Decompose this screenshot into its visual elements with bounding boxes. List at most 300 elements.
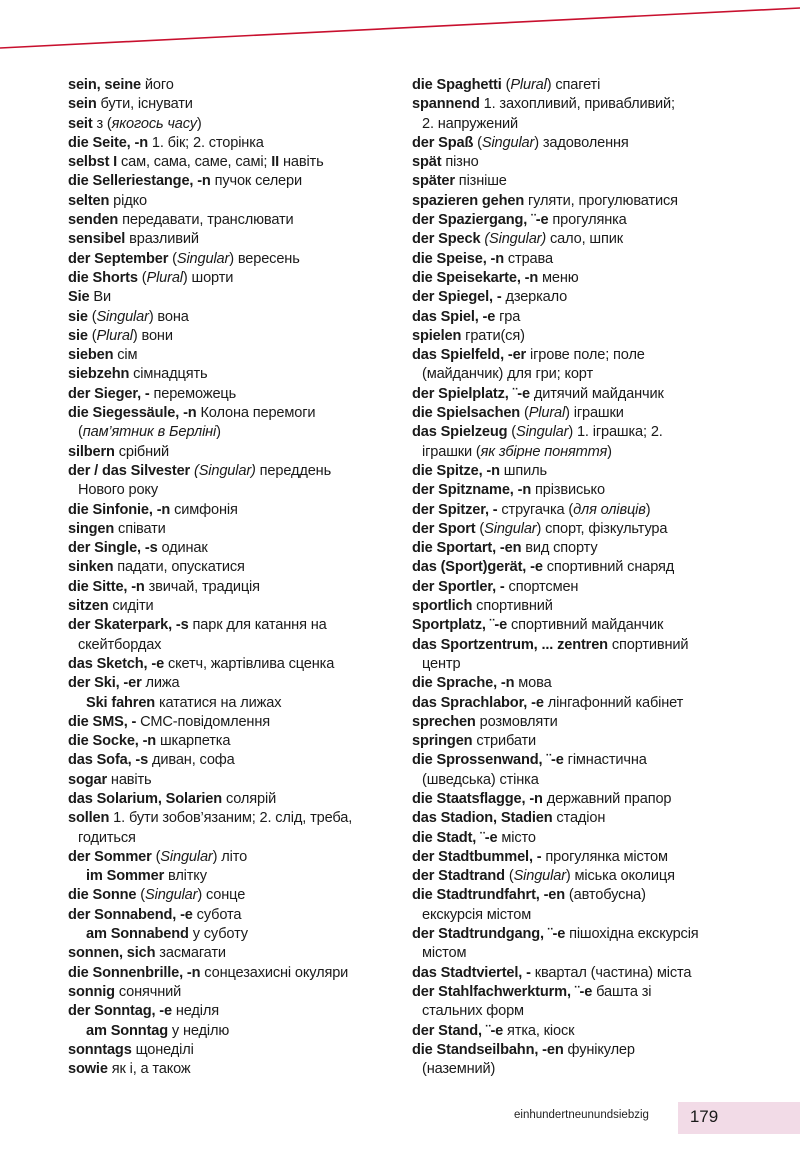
grammar-note: Singular: [160, 848, 213, 865]
headword: singen: [68, 520, 115, 537]
headword: sensibel: [68, 231, 126, 248]
headword: sprechen: [412, 713, 476, 730]
headword: selten: [68, 192, 110, 209]
dictionary-entry: [68, 790, 390, 809]
translation: ) задоволення: [534, 134, 629, 151]
dictionary-entry: [68, 1060, 390, 1079]
translation: ) вона: [148, 308, 189, 325]
headword: das Sketch, -e: [68, 655, 165, 672]
headword: senden: [68, 212, 119, 229]
dictionary-entry: [412, 1041, 792, 1060]
dictionary-entry: [412, 983, 792, 1002]
headword: der Sommer: [68, 848, 152, 865]
headword: die Stadtrundfahrt, -en: [412, 887, 566, 904]
translation: фунікулер: [563, 1041, 635, 1058]
headword: sein: [68, 96, 97, 113]
dictionary-entry: [68, 134, 390, 153]
translation: ) спорт, фізкультура: [536, 520, 668, 537]
headword: silbern: [68, 443, 115, 460]
translation: ) 1. іграшка; 2.: [568, 424, 663, 441]
dictionary-entry: [68, 558, 390, 577]
dictionary-entry: [68, 211, 390, 230]
dictionary-entry: [412, 886, 792, 905]
dictionary-entry: [68, 308, 390, 327]
grammar-note: Singular: [516, 424, 569, 441]
translation: 1. бік; 2. сторінка: [147, 134, 264, 151]
dictionary-entry: [412, 674, 792, 693]
dictionary-entry: [68, 578, 390, 597]
translation: (: [507, 424, 516, 441]
translation: шпиль: [499, 462, 547, 479]
entry-continuation: [412, 655, 792, 674]
translation: звичай, традиція: [144, 578, 260, 595]
headword: die Spaghetti: [412, 77, 502, 93]
translation: башта зі: [592, 983, 652, 1000]
headword: die Sonnenbrille, -n: [68, 964, 201, 981]
dictionary-entry: [412, 288, 792, 307]
headword: der Spaziergang, ¨-e: [412, 212, 549, 229]
grammar-note: Singular: [481, 134, 535, 151]
translation: екскурсія містом: [422, 906, 532, 923]
headword: der Spiegel, -: [412, 289, 502, 306]
headword: die Spielsachen: [412, 405, 521, 422]
translation: переддень: [255, 462, 332, 479]
dictionary-entry: [412, 385, 792, 404]
headword: Sportplatz, ¨-e: [412, 617, 508, 634]
headword: die Sprossenwand, ¨-e: [412, 752, 564, 769]
entry-continuation: [412, 443, 792, 462]
translation: одинак: [157, 540, 208, 557]
headword: sowie: [68, 1061, 108, 1078]
dictionary-entry: [412, 211, 792, 230]
entry-continuation: [412, 365, 792, 384]
grammar-note: як збірне поняття: [480, 443, 608, 460]
dictionary-entry: [412, 616, 792, 635]
dictionary-entry: [412, 597, 792, 616]
grammar-note: Singular: [484, 520, 537, 537]
dictionary-entry: [412, 790, 792, 809]
translation: (шведська) стінка: [422, 771, 539, 788]
translation: сім: [113, 347, 138, 364]
dictionary-entry: [68, 269, 390, 288]
dictionary-entry: [412, 1022, 792, 1041]
translation: мова: [514, 675, 552, 692]
translation: ): [645, 501, 651, 518]
entry-continuation: [412, 1002, 792, 1021]
dictionary-entry: [412, 192, 792, 211]
dictionary-entry: [68, 848, 390, 867]
dictionary-entry: [68, 346, 390, 365]
headword: sogar: [68, 771, 107, 788]
dictionary-entry: [412, 230, 792, 249]
dictionary-entry: [412, 867, 792, 886]
headword: das Spielzeug: [412, 424, 508, 441]
dictionary-entry: [412, 578, 792, 597]
grammar-note: Plural: [146, 269, 183, 286]
headword: das (Sport)gerät, -e: [412, 559, 543, 576]
entry-continuation: [68, 636, 390, 655]
translation: розмовляти: [475, 713, 558, 730]
page-number-word: einhundertneunundsiebzig: [514, 1109, 649, 1121]
headword: der Skaterpark, -s: [68, 617, 189, 634]
grammar-note: Singular: [513, 868, 566, 885]
headword: spazieren gehen: [412, 192, 525, 209]
page-number: 179: [689, 1107, 719, 1126]
headword: die Standseilbahn, -en: [412, 1041, 564, 1058]
translation: квартал (частина) міста: [530, 964, 692, 981]
translation: гра: [495, 308, 521, 325]
grammar-note: для олівців: [573, 501, 646, 518]
headword: springen: [412, 733, 473, 750]
translation: сонячний: [114, 983, 182, 1000]
headword: sieben: [68, 347, 114, 364]
headword: die Speisekarte, -n: [412, 269, 539, 286]
dictionary-entry: [68, 771, 390, 790]
dictionary-entry: [412, 829, 792, 848]
dictionary-entry: [412, 346, 792, 365]
translation: гімнастична: [563, 752, 647, 769]
dictionary-entry: [68, 539, 390, 558]
translation: лижа: [141, 675, 180, 692]
translation: центр: [422, 655, 461, 672]
headword: die Stadt, ¨-e: [412, 829, 498, 846]
headword: später: [412, 173, 455, 190]
translation: дитячий майданчик: [529, 385, 664, 402]
left-column: [68, 76, 390, 1079]
dictionary-entry: [412, 751, 792, 770]
translation: державний прапор: [542, 790, 672, 807]
translation: ): [607, 443, 612, 460]
dictionary-entry: [68, 520, 390, 539]
translation: навіть: [107, 771, 152, 788]
translation: (: [520, 405, 529, 422]
dictionary-entry: [412, 732, 792, 751]
translation: (: [87, 308, 97, 325]
dictionary-entry: [68, 192, 390, 211]
translation: (: [475, 520, 485, 537]
translation: ) шорти: [182, 269, 234, 286]
dictionary-entry: [412, 848, 792, 867]
translation: у суботу: [188, 926, 248, 943]
translation: спортивний снаряд: [542, 559, 675, 576]
dictionary-entry: [68, 944, 390, 963]
translation: сонцезахисні окуляри: [200, 964, 349, 981]
dictionary-entry: [412, 308, 792, 327]
dictionary-entry: [68, 674, 390, 693]
translation: субота: [192, 906, 242, 923]
translation: ігрове поле; поле: [526, 347, 645, 364]
grammar-note: (Singular): [193, 462, 256, 479]
translation: пучок селери: [210, 173, 302, 190]
dictionary-entry: [68, 288, 390, 307]
translation: дзеркало: [501, 289, 568, 306]
dictionary-entry: [412, 539, 792, 558]
dictionary-entry: [68, 404, 390, 423]
translation: кататися на лижах: [155, 694, 282, 711]
grammar-note: якогось часу: [111, 115, 197, 132]
translation: переможець: [149, 385, 237, 402]
headword: die Speise, -n: [412, 250, 504, 267]
translation: срібний: [114, 443, 170, 460]
translation: Нового року: [78, 482, 158, 499]
headword: der Stahlfachwerkturm, ¨-e: [412, 983, 593, 1000]
translation: (: [78, 424, 83, 441]
dictionary-entry: [68, 153, 390, 172]
dictionary-entry: [68, 250, 390, 269]
translation: спортсмен: [504, 578, 579, 595]
grammar-note: пам’ятник в Берліні: [82, 424, 217, 441]
translation: з (: [92, 115, 112, 132]
translation: співати: [114, 520, 166, 537]
translation: місто: [497, 829, 536, 846]
headword: die Siegessäule, -n: [68, 405, 197, 422]
translation: (: [151, 848, 161, 865]
dictionary-entry: [68, 906, 390, 925]
headword: im Sommer: [86, 868, 165, 885]
translation: навіть: [279, 154, 324, 171]
headword: der Stadtrand: [412, 868, 505, 885]
dictionary-entry: [412, 462, 792, 481]
headword: spät: [412, 154, 442, 171]
translation: 1. захопливий, привабливий;: [479, 96, 675, 113]
translation: симфонія: [170, 501, 238, 518]
translation: прізвисько: [531, 482, 605, 499]
headword: siebzehn: [68, 366, 130, 383]
page-footer: [0, 1100, 800, 1134]
headword: die Socke, -n: [68, 733, 157, 750]
translation: страва: [503, 250, 553, 267]
dictionary-entry: [412, 520, 792, 539]
dictionary-entry: [68, 501, 390, 520]
translation: скетч, жартівлива сценка: [164, 655, 335, 672]
translation: влітку: [164, 868, 207, 885]
translation: стругачка (: [497, 501, 574, 518]
dictionary-entry: [412, 925, 792, 944]
dictionary-entry: [68, 713, 390, 732]
dictionary-entry: [68, 115, 390, 134]
headword: die Sonne: [68, 887, 137, 904]
top-accent-rule: [0, 0, 800, 60]
headword: der Ski, -er: [68, 675, 142, 692]
headword: die Sprache, -n: [412, 675, 515, 692]
dictionary-entry: [68, 1002, 390, 1021]
translation: сам, сама, саме, самі;: [117, 154, 272, 171]
dictionary-entry: [68, 172, 390, 191]
translation: стрибати: [472, 733, 537, 750]
translation: пізно: [441, 154, 479, 171]
translation: засмагати: [155, 945, 226, 962]
translation: його: [140, 77, 174, 93]
dictionary-entry: [412, 636, 792, 655]
headword: der Spielplatz, ¨-e: [412, 385, 530, 402]
sub-entry: [68, 867, 390, 886]
headword: sein, seine: [68, 77, 141, 93]
entry-continuation: [412, 944, 792, 963]
headword: Ski fahren: [86, 694, 156, 711]
headword: der September: [68, 250, 169, 267]
dictionary-entry: [412, 558, 792, 577]
dictionary-entry: [412, 327, 792, 346]
translation: прогулянка: [548, 212, 627, 229]
dictionary-entry: [412, 423, 792, 442]
headword: der Spitzname, -n: [412, 482, 532, 499]
translation: ) спагеті: [546, 77, 601, 93]
headword: der Sonnabend, -e: [68, 906, 193, 923]
dictionary-entry: [68, 809, 390, 828]
translation: містом: [422, 945, 467, 962]
translation: скейтбордах: [78, 636, 162, 653]
headword: die Sitte, -n: [68, 578, 145, 595]
headword: der Single, -s: [68, 540, 158, 557]
dictionary-entry: [68, 751, 390, 770]
dictionary-entry: [68, 732, 390, 751]
translation: (майданчик) для гри; корт: [422, 366, 593, 383]
translation: (: [504, 868, 514, 885]
translation: ) сонце: [197, 887, 246, 904]
headword: die Shorts: [68, 269, 138, 286]
headword: sie: [68, 327, 88, 344]
sub-entry: [68, 925, 390, 944]
headword: sportlich: [412, 598, 473, 615]
translation: (: [136, 887, 146, 904]
headword: am Sonntag: [86, 1022, 169, 1039]
dictionary-entry: [412, 713, 792, 732]
dictionary-entry: [412, 501, 792, 520]
entry-continuation: [412, 1060, 792, 1079]
entry-continuation: [412, 771, 792, 790]
translation: сімнадцять: [129, 366, 208, 383]
translation: рідко: [109, 192, 147, 209]
headword: der Sonntag, -e: [68, 1003, 172, 1020]
translation: парк для катання на: [188, 617, 327, 634]
translation: прогулянка містом: [541, 848, 668, 865]
translation: солярій: [222, 790, 277, 807]
headword: die Staatsflagge, -n: [412, 790, 543, 807]
grammar-note: Plural: [528, 405, 566, 422]
headword: sonntags: [68, 1041, 132, 1058]
translation: іграшки (: [422, 443, 481, 460]
translation: годиться: [78, 829, 136, 846]
dictionary-entry: [412, 964, 792, 983]
translation: сало, шпик: [546, 231, 623, 248]
translation: (автобусна): [565, 887, 646, 904]
translation: ) літо: [212, 848, 248, 865]
headword: spielen: [412, 327, 462, 344]
translation: (: [473, 134, 482, 151]
translation: падати, опускатися: [113, 559, 245, 576]
translation: гуляти, прогулюватися: [524, 192, 678, 209]
headword: das Spiel, -e: [412, 308, 496, 325]
dictionary-entry: [412, 153, 792, 172]
headword: sie: [68, 308, 88, 325]
headword: die Seite, -n: [68, 134, 148, 151]
headword: der Sportler, -: [412, 578, 505, 595]
translation: стадіон: [552, 810, 606, 827]
dictionary-entry: [68, 597, 390, 616]
dictionary-entry: [412, 809, 792, 828]
translation: (: [87, 327, 97, 344]
headword: die Sinfonie, -n: [68, 501, 171, 518]
page-number-box: [678, 1102, 800, 1134]
grammar-note: Singular: [96, 308, 149, 325]
headword: die Sportart, -en: [412, 540, 522, 557]
dictionary-entry: [68, 443, 390, 462]
translation: (: [137, 269, 147, 286]
translation: неділя: [171, 1003, 220, 1020]
dictionary-entry: [68, 886, 390, 905]
dictionary-entry: [68, 327, 390, 346]
translation: як і, а також: [107, 1061, 191, 1078]
dictionary-entry: [412, 404, 792, 423]
headword: das Stadion, Stadien: [412, 810, 553, 827]
headword: die Spitze, -n: [412, 462, 500, 479]
dictionary-entry: [68, 76, 390, 95]
headword: der Sport: [412, 520, 476, 537]
headword: die Selleriestange, -n: [68, 173, 211, 190]
headword: Sie: [68, 289, 90, 306]
translation: сидіти: [108, 598, 154, 615]
dictionary-entry: [412, 172, 792, 191]
headword: der Stadtbummel, -: [412, 848, 542, 865]
headword: der Stadtrundgang, ¨-e: [412, 926, 566, 943]
headword: selbst I: [68, 154, 118, 171]
translation: ) вони: [132, 327, 173, 344]
headword: die SMS, -: [68, 713, 137, 730]
grammar-note: Plural: [510, 77, 547, 93]
headword: der Speck: [412, 231, 481, 248]
dictionary-entry: [68, 1041, 390, 1060]
grammar-note: Plural: [96, 327, 133, 344]
headword: sitzen: [68, 598, 109, 615]
dictionary-entry: [412, 134, 792, 153]
sub-entry: [68, 1022, 390, 1041]
translation: СМС-повідомлення: [136, 713, 271, 730]
headword: das Solarium, Solarien: [68, 790, 223, 807]
headword: II: [271, 154, 280, 171]
headword: sollen: [68, 810, 110, 827]
translation: ятка, кіоск: [503, 1022, 575, 1039]
translation: шкарпетка: [156, 733, 231, 750]
dictionary-entry: [68, 230, 390, 249]
headword: am Sonnabend: [86, 926, 189, 943]
headword: das Sofa, -s: [68, 752, 149, 769]
dictionary-entry: [68, 462, 390, 481]
headword: das Sportzentrum, ... zentren: [412, 636, 608, 653]
translation: щонеділі: [131, 1041, 194, 1058]
headword: der Spaß: [412, 134, 474, 151]
translation: грати(ся): [461, 327, 525, 344]
headword: seit: [68, 115, 93, 132]
translation: диван, софа: [148, 752, 235, 769]
translation: вразливий: [125, 231, 199, 248]
dictionary-entry: [68, 983, 390, 1002]
translation: ): [196, 115, 202, 132]
translation: меню: [538, 269, 579, 286]
headword: das Spielfeld, -er: [412, 347, 527, 364]
translation: спортивний майданчик: [507, 617, 664, 634]
headword: der Spitzer, -: [412, 501, 498, 518]
dictionary-entry: [412, 694, 792, 713]
translation: ) іграшки: [565, 405, 624, 422]
translation: лінгафонний кабінет: [543, 694, 684, 711]
dictionary-entry: [68, 616, 390, 635]
translation: Колона перемоги: [196, 405, 316, 422]
translation: пішохідна екскурсія: [565, 926, 699, 943]
translation: передавати, транслювати: [118, 212, 294, 229]
dictionary-entry: [68, 365, 390, 384]
headword: der Stand, ¨-e: [412, 1022, 504, 1039]
sub-entry: [68, 694, 390, 713]
